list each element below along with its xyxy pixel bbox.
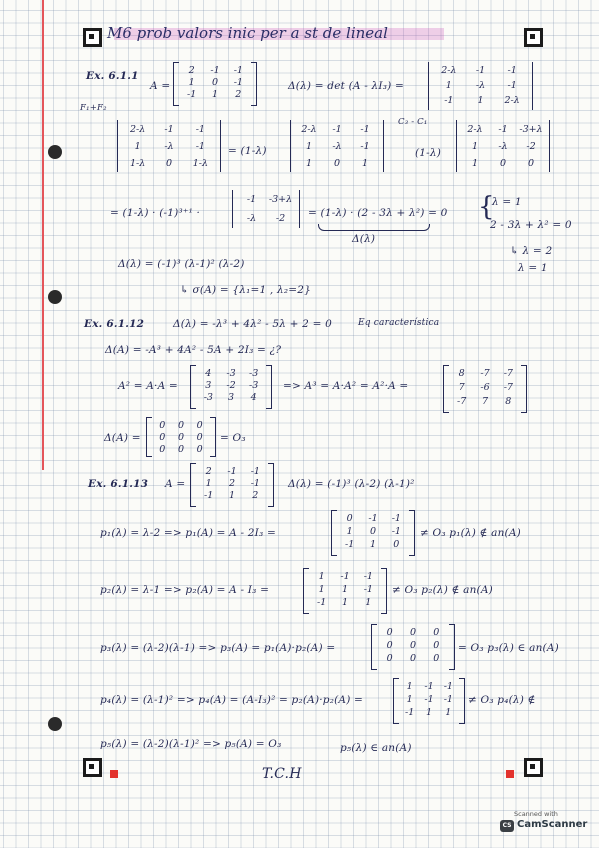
eq-text: => A³ = A·A² = A²·A = [283, 380, 409, 392]
poly-result: ≠ O₃ p₂(λ) ∉ an(A) [392, 584, 493, 596]
matrix-cell: 8 [505, 396, 512, 407]
matrix-cell: 0 [386, 640, 393, 651]
matrix-cell: 1-λ [192, 158, 208, 169]
matrix-cell: 1 [361, 158, 369, 169]
matrix-cell: -1 [391, 513, 401, 524]
matrix-cell: 0 [433, 653, 440, 664]
exercise-label: Ex. 6.1.13 [88, 478, 149, 490]
matrix-p4 [393, 678, 465, 724]
matrix-cell: 1 [471, 141, 479, 152]
matrix-entries [153, 420, 209, 455]
row-op-label: F₁+F₂ [80, 103, 107, 113]
matrix-cell: -1 [391, 526, 401, 537]
matrix-cell: 0 [409, 627, 417, 638]
matrix-cell: -1 [443, 681, 453, 692]
matrix-cell: 0 [177, 420, 185, 431]
matrix-entries [378, 627, 448, 664]
matrix-cell: -3 [226, 368, 236, 379]
matrix-cell: -2 [226, 380, 236, 391]
matrix-cell: -1 [250, 478, 260, 489]
matrix-cell: -1 [332, 124, 342, 135]
matrix-cell: -1 [164, 124, 174, 135]
matrix-A [190, 463, 274, 507]
matrix-cell: 8 [458, 368, 465, 379]
matrix-cell: -1 [195, 124, 205, 135]
matrix-cell: -6 [480, 382, 490, 393]
matrix-cell: 7 [458, 382, 465, 393]
matrix-cell: -7 [503, 382, 513, 393]
determinant-M2 [117, 120, 221, 172]
matrix-cell: 7 [481, 396, 489, 407]
matrix-cell: 2 [252, 490, 259, 501]
underbrace-label: Δ(λ) [352, 233, 376, 245]
determinant-M1 [428, 62, 533, 110]
matrix-cell: 1 [425, 707, 433, 718]
matrix-cell: -1 [424, 681, 434, 692]
matrix-cell: 1 [188, 77, 195, 88]
matrix-cell: 0 [159, 420, 166, 431]
matrix-cell: -1 [498, 124, 508, 135]
matrix-cell: -1 [443, 694, 453, 705]
matrix-cell: -2 [275, 213, 286, 224]
matrix-cell: 2-λ [130, 124, 146, 135]
matrix-entries [197, 466, 267, 501]
matrix-cell: 3 [227, 392, 235, 403]
punch-hole [48, 145, 62, 159]
poly-result: p₅(λ) ∈ an(A) [340, 742, 412, 754]
exercise-label: Ex. 6.1.1 [86, 70, 139, 82]
matrix-cell: 0 [386, 627, 393, 638]
matrix-cell: -λ [332, 141, 342, 152]
matrix-entries [237, 194, 295, 224]
matrix-entries [433, 65, 528, 106]
matrix-cell: 0 [369, 526, 377, 537]
matrix-entries [295, 124, 379, 169]
poly-result: ≠ O₃ p₄(λ) ∉ [468, 694, 536, 706]
matrix-p1 [331, 510, 415, 556]
matrix-cell: 0 [159, 432, 166, 443]
matrix-cell: 2 [235, 89, 242, 100]
matrix-cell: 1 [305, 158, 313, 169]
matrix-cell: -1 [210, 65, 220, 76]
matrix-cell: 0 [177, 432, 185, 443]
matrix-cell: -3 [249, 368, 259, 379]
punch-hole [48, 290, 62, 304]
matrix-cell: -7 [457, 396, 467, 407]
matrix-cell: 2-λ [301, 124, 317, 135]
matrix-cell: 0 [527, 158, 535, 169]
matrix-cell: 0 [433, 640, 440, 651]
matrix-cell: -1 [360, 124, 370, 135]
matrix-cell: -1 [475, 65, 486, 76]
matrix-cell: -3 [249, 380, 259, 391]
matrix-cell: 0 [196, 444, 203, 455]
matrix-cell: 1 [134, 141, 141, 152]
matrix-cell: -λ [475, 80, 486, 91]
matrix-A [173, 62, 257, 106]
matrix-cell: 2 [205, 466, 212, 477]
matrix-entries [310, 571, 380, 608]
matrix-cell: -1 [195, 141, 205, 152]
eq-text: = (1-λ) · (-1)³⁺¹ · [110, 207, 201, 219]
matrix-cell: 0 [409, 640, 417, 651]
matrix-cell: 0 [177, 444, 185, 455]
camscanner-badge [500, 812, 588, 836]
matrix-cell: 0 [211, 77, 219, 88]
matrix-cell: 2 [188, 65, 195, 76]
scan-caption: Scanned with [514, 810, 558, 818]
matrix-cell: -1 [227, 466, 237, 477]
red-marker [110, 770, 118, 778]
matrix-cell: -λ [246, 213, 257, 224]
matrix-cell: -1 [317, 597, 327, 608]
corner-marker-icon [524, 758, 543, 777]
matrix-cell: 1 [305, 141, 313, 152]
matrix-entries [180, 65, 250, 100]
matrix-cell: -3+λ [268, 194, 293, 205]
matrix-A3 [443, 365, 527, 413]
matrix-cell: -3+λ [519, 124, 543, 135]
eq-text: Δ(λ) = det (A - λI₃) = [288, 80, 404, 92]
matrix-cell: -1 [187, 89, 197, 100]
matrix-cell: 1 [445, 80, 452, 91]
matrix-cell: -λ [498, 141, 508, 152]
matrix-cell: -1 [204, 490, 214, 501]
matrix-entries [450, 368, 520, 407]
poly-row: p₃(λ) = (λ-2)(λ-1) => p₃(A) = p₁(A)·p₂(A) = [100, 642, 336, 654]
char-poly: Δ(λ) = (-1)³ (λ-2) (λ-1)² [288, 478, 415, 490]
eq-text: = (1-λ) · (2 - 3λ + λ²) = 0 [308, 207, 448, 219]
matrix-entries [338, 513, 408, 550]
root: λ = 1 [518, 262, 548, 274]
matrix-cell: 2 [228, 478, 236, 489]
matrix-cell: 1-λ [130, 158, 146, 169]
matrix-cell: 1 [228, 490, 236, 501]
matrix-cell: 0 [159, 444, 166, 455]
matrix-cell: -3 [203, 392, 213, 403]
matrix-cell: 0 [333, 158, 341, 169]
matrix-cell: 0 [433, 627, 440, 638]
matrix-cell: -λ [164, 141, 174, 152]
matrix-cell: -1 [507, 80, 517, 91]
matrix-cell: 1 [318, 584, 325, 595]
corner-marker-icon [83, 28, 102, 47]
poly-row: p₁(λ) = λ-2 => p₁(A) = A - 2I₃ = [100, 527, 276, 539]
matrix-cell: 0 [499, 158, 507, 169]
underbrace [318, 224, 430, 231]
char-eq: Δ(λ) = -λ³ + 4λ² - 5λ + 2 = 0 [173, 318, 332, 330]
poly-row: p₅(λ) = (λ-2)(λ-1)² => p₅(A) = O₃ [100, 738, 282, 750]
eq-text: (1-λ) [415, 147, 442, 159]
red-marker [506, 770, 514, 778]
matrix-cell: 1 [369, 539, 377, 550]
matrix-cell: 2-λ [467, 124, 483, 135]
root: ↳ λ = 2 [510, 245, 553, 257]
matrix-cell: -1 [363, 571, 373, 582]
poly-result: ≠ O₃ p₁(λ) ∉ an(A) [420, 527, 521, 539]
margin-line [42, 0, 44, 470]
determinant-M5 [232, 190, 300, 228]
matrix-cell: -7 [503, 368, 513, 379]
matrix-cell: -1 [444, 95, 454, 106]
corner-marker-icon [83, 758, 102, 777]
eq-text: = (1-λ) [228, 145, 267, 157]
spectrum: ↳ σ(A) = {λ₁=1 , λ₂=2} [180, 284, 312, 296]
matrix-cell: -1 [246, 194, 257, 205]
matrix-cell: 1 [406, 681, 413, 692]
determinant-M3 [290, 120, 384, 172]
matrix-cell: -1 [233, 65, 243, 76]
matrix-cell: 1 [341, 584, 349, 595]
system-eq: λ = 1 [492, 196, 522, 208]
matrix-cell: -1 [233, 77, 243, 88]
eq-text: A² = A·A = [118, 380, 178, 392]
char-poly: Δ(λ) = (-1)³ (λ-1)² (λ-2) [118, 258, 245, 270]
matrix-cell: -1 [340, 571, 350, 582]
matrix-cell: -1 [507, 65, 517, 76]
matrix-cell: 1 [341, 597, 349, 608]
matrix-cell: 0 [165, 158, 173, 169]
matrix-cell: 1 [445, 707, 452, 718]
matrix-cell: 0 [386, 653, 393, 664]
matrix-cell: 4 [205, 368, 212, 379]
matrix-cell: -1 [363, 584, 373, 595]
punch-hole [48, 717, 62, 731]
signature: T.C.H [262, 766, 302, 782]
matrix-cell: -1 [360, 141, 370, 152]
system-eq: 2 - 3λ + λ² = 0 [490, 219, 572, 231]
col-op-label: C₃ - C₁ [398, 117, 428, 127]
matrix-zero [146, 417, 216, 457]
question: Δ(A) = -A³ + 4A² - 5A + 2I₃ = ¿? [105, 344, 282, 356]
matrix-cell: 0 [196, 432, 203, 443]
corner-marker-icon [524, 28, 543, 47]
matrix-cell: -1 [368, 513, 378, 524]
matrix-entries [400, 681, 458, 718]
matrix-cell: 1 [318, 571, 325, 582]
system-brace: { [478, 192, 495, 222]
determinant-M4 [456, 120, 550, 172]
matrix-cell: 2-λ [441, 65, 457, 76]
matrix-entries [197, 368, 265, 403]
matrix-cell: -2 [526, 141, 536, 152]
matrix-cell: 2-λ [504, 95, 520, 106]
matrix-A2 [190, 365, 272, 409]
page-title: M6 prob valors inic per a st de lineal [107, 24, 388, 42]
matrix-entries [461, 124, 545, 169]
poly-row: p₂(λ) = λ-1 => p₂(A) = A - I₃ = [100, 584, 270, 596]
matrix-p2 [303, 568, 387, 614]
matrix-cell: -1 [250, 466, 260, 477]
camscanner-logo-icon: CS [500, 820, 514, 832]
matrix-cell: -1 [424, 694, 434, 705]
matrix-p3 [371, 624, 455, 670]
matrix-cell: 1 [205, 478, 212, 489]
eq-text: Δ(A) = [104, 432, 141, 444]
eq-text: A = [165, 478, 186, 490]
exercise-label: Ex. 6.1.12 [84, 318, 145, 330]
matrix-cell: 0 [393, 539, 400, 550]
matrix-cell: 1 [211, 89, 219, 100]
poly-result: = O₃ p₃(λ) ∈ an(A) [458, 642, 559, 654]
matrix-cell: 1 [406, 694, 413, 705]
matrix-cell: 1 [365, 597, 372, 608]
matrix-cell: 0 [409, 653, 417, 664]
matrix-cell: 4 [250, 392, 257, 403]
eq-text: A = [150, 80, 171, 92]
matrix-cell: 0 [346, 513, 353, 524]
matrix-cell: -1 [405, 707, 415, 718]
matrix-cell: 1 [471, 158, 479, 169]
poly-row: p₄(λ) = (λ-1)² => p₄(A) = (A-I₃)² = p₂(A)·p₂(A) = [100, 694, 364, 706]
matrix-cell: 0 [196, 420, 203, 431]
matrix-entries [122, 124, 216, 169]
matrix-cell: -1 [345, 539, 355, 550]
scan-brand: CamScanner [517, 819, 588, 830]
eq-text: = O₃ [220, 432, 246, 444]
matrix-cell: 3 [205, 380, 212, 391]
note: Eq característica [358, 318, 440, 328]
matrix-cell: -7 [480, 368, 490, 379]
matrix-cell: 1 [477, 95, 484, 106]
matrix-cell: 1 [346, 526, 353, 537]
